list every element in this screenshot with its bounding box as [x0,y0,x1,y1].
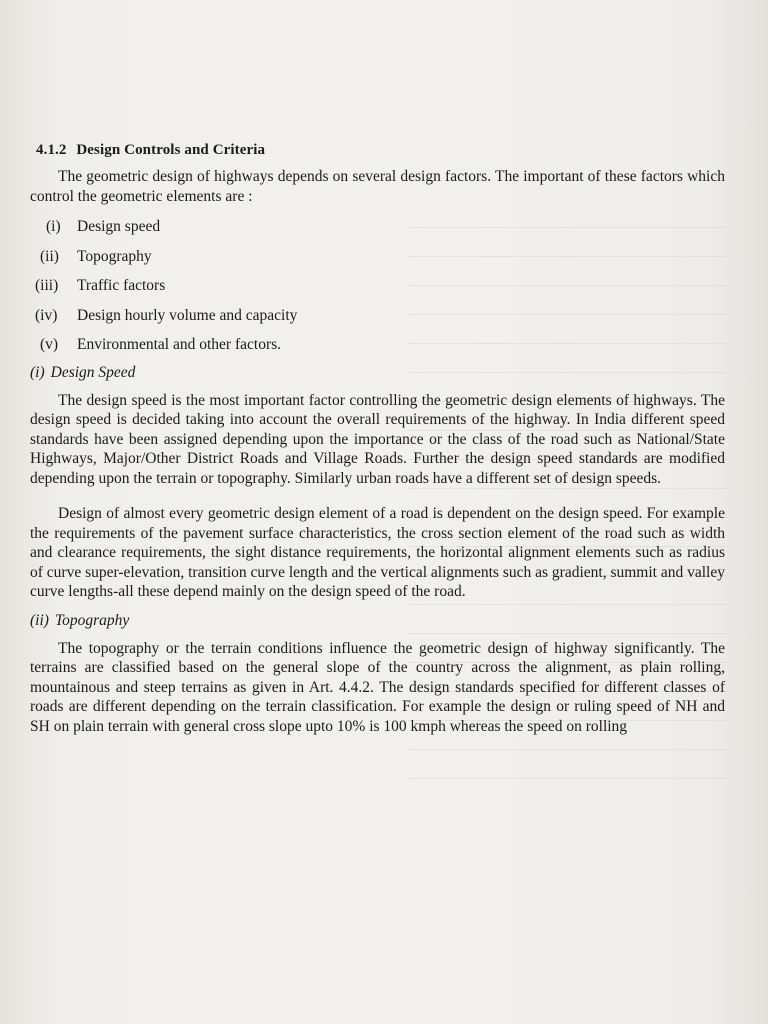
intro-paragraph: The geometric design of highways depends on several design factors. The important of these factors which control the geometric elements are : [30,168,725,205]
topography-paragraph-1: The topography or the terrain conditions influence the geometric design of highway significantly. The terrains are classified based on the general slope of the country across the alignment, as plain rolling, mountainous and steep terrains as given in Art. 4.4.2. The design standards specified for different classes of roads are different depending on the terrain classification. For example the design or ruling speed of NH and SH on plain terrain with general cross slope upto 10% is 100 kmph whereas the speed on rolling [30,639,725,735]
section-title: Design Controls and Criteria [76,142,266,158]
subsection-heading-design-speed [30,364,725,382]
subsection-title: Topography [54,611,130,629]
subsection-heading-topography [30,612,725,630]
list-item-label: Design speed [77,218,161,235]
list-item-numeral: (iii) [35,277,59,294]
design-speed-paragraph-2: Design of almost every geometric design element of a road is dependent on the design speed. For example the requirements of the pavement surface characteristics, the cross section element of the road such as width and clearance requirements, the sight distance requirements, the horizontal alignment elements such as radius of curve super-elevation, transition curve length and the vertical alignments such as gradient, summit and valley curve lengths-all these depend mainly on the design speed of the road. [30,505,725,600]
design-factor-list [30,212,725,360]
list-item [30,242,725,272]
subsection-numeral: (i) [30,363,45,381]
list-item [30,271,725,301]
subsection-numeral: (ii) [30,611,49,629]
list-item-label: Environmental and other factors. [77,336,282,353]
list-item-label: Traffic factors [77,277,166,294]
subsection-title: Design Speed [50,363,136,381]
section-number: 4.1.2 [36,142,67,158]
list-item-numeral: (ii) [40,247,59,265]
list-item-label: Topography [77,247,152,265]
list-item-label: Design hourly volume and capacity [77,306,298,324]
list-item [30,212,725,242]
list-item-numeral: (v) [40,336,59,353]
list-item [30,330,725,360]
page-content [30,142,725,736]
list-item [30,301,725,331]
list-item-numeral: (i) [46,218,61,235]
section-heading [36,142,725,159]
design-speed-paragraph-1: The design speed is the most important factor controlling the geometric design elements of highways. The design speed is decided taking into account the overall requirements of the highway. In India different speed standards have been assigned depending upon the importance or the class of the road such as National/State Highways, Major/Other District Roads and Village Roads. Further the design speed standards are modified depending upon the terrain or topography. Similarly urban roads have a different set of design speeds. [30,391,725,487]
list-item-numeral: (iv) [35,306,58,324]
